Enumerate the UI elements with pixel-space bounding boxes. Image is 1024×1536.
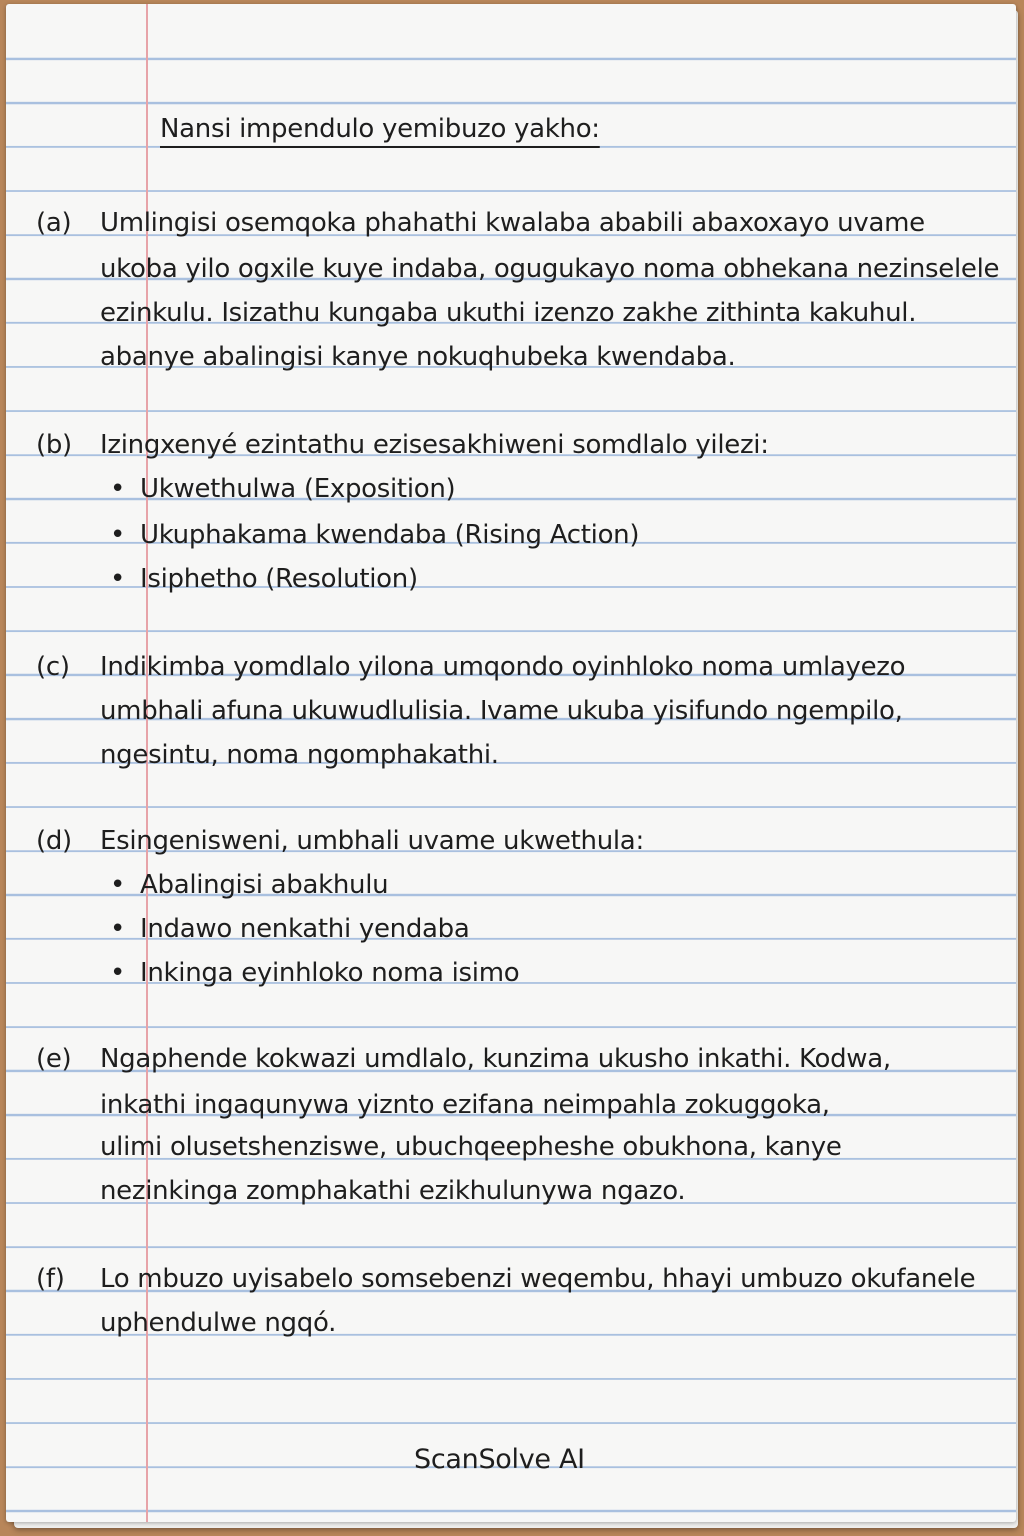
answer-f-line-1: Lo mbuzo uyisabelo somsebenzi weqembu, hhayi umbuzo okufanele [100, 1264, 976, 1294]
answer-d-bullet-1: Abalingisi abakhulu [140, 870, 389, 900]
answer-e-line-4: nezinkinga zomphakathi ezikhulunywa ngazo. [100, 1176, 686, 1206]
bullet-dot: • [110, 474, 126, 504]
answer-b-bullet-2: Ukuphakama kwendaba (Rising Action) [140, 520, 640, 550]
bullet-dot: • [110, 564, 126, 594]
answer-e-line-3: ulimi olusetshenziswe, ubuchqeepheshe obukhona, kanye [100, 1132, 842, 1162]
answer-e-line-1: Ngaphende kokwazi umdlalo, kunzima ukusho inkathi. Kodwa, [100, 1044, 891, 1074]
answer-c-line-2: umbhali afuna ukuwudlulisia. Ivame ukuba yisifundo ngempilo, [100, 696, 903, 726]
answer-a-line-3: ezinkulu. Isizathu kungaba ukuthi izenzo zakhe zithinta kakuhul. [100, 298, 917, 328]
answer-b-line-1: Izingxenyé ezintathu ezisesakhiweni somdlalo yilezi: [100, 430, 769, 460]
answer-d-bullet-3: Inkinga eyinhloko noma isimo [140, 958, 520, 988]
question-label-e: (e) [36, 1044, 72, 1074]
answer-c-line-1: Indikimba yomdlalo yilona umqondo oyinhloko noma umlayezo [100, 652, 906, 682]
footer-brand: ScanSolve AI [414, 1444, 585, 1475]
answer-d-line-1: Esingenisweni, umbhali uvame ukwethula: [100, 826, 644, 856]
answer-a-line-1: Umlingisi osemqoka phahathi kwalaba ababili abaxoxayo uvame [100, 208, 925, 238]
question-label-f: (f) [36, 1264, 65, 1294]
page-title: Nansi impendulo yemibuzo yakho: [160, 114, 600, 144]
question-label-a: (a) [36, 208, 72, 238]
answer-b-bullet-1: Ukwethulwa (Exposition) [140, 474, 456, 504]
answer-e-line-2: inkathi ingaqunywa yiznto ezifana neimpahla zokuggoka, [100, 1090, 830, 1120]
notebook-page [6, 4, 1016, 1522]
answer-a-line-2: ukoba yilo ogxile kuye indaba, ogugukayo noma obhekana nezinselele [100, 254, 1000, 284]
answer-c-line-3: ngesintu, noma ngomphakathi. [100, 740, 499, 770]
bullet-dot: • [110, 958, 126, 988]
bullet-dot: • [110, 520, 126, 550]
bullet-dot: • [110, 914, 126, 944]
answer-d-bullet-2: Indawo nenkathi yendaba [140, 914, 470, 944]
question-label-b: (b) [36, 430, 72, 460]
answer-b-bullet-3: Isiphetho (Resolution) [140, 564, 418, 594]
bullet-dot: • [110, 870, 126, 900]
answer-f-line-2: uphendulwe ngqó. [100, 1308, 337, 1338]
answer-a-line-4: abanye abalingisi kanye nokuqhubeka kwendaba. [100, 342, 736, 372]
question-label-d: (d) [36, 826, 72, 856]
question-label-c: (c) [36, 652, 70, 682]
